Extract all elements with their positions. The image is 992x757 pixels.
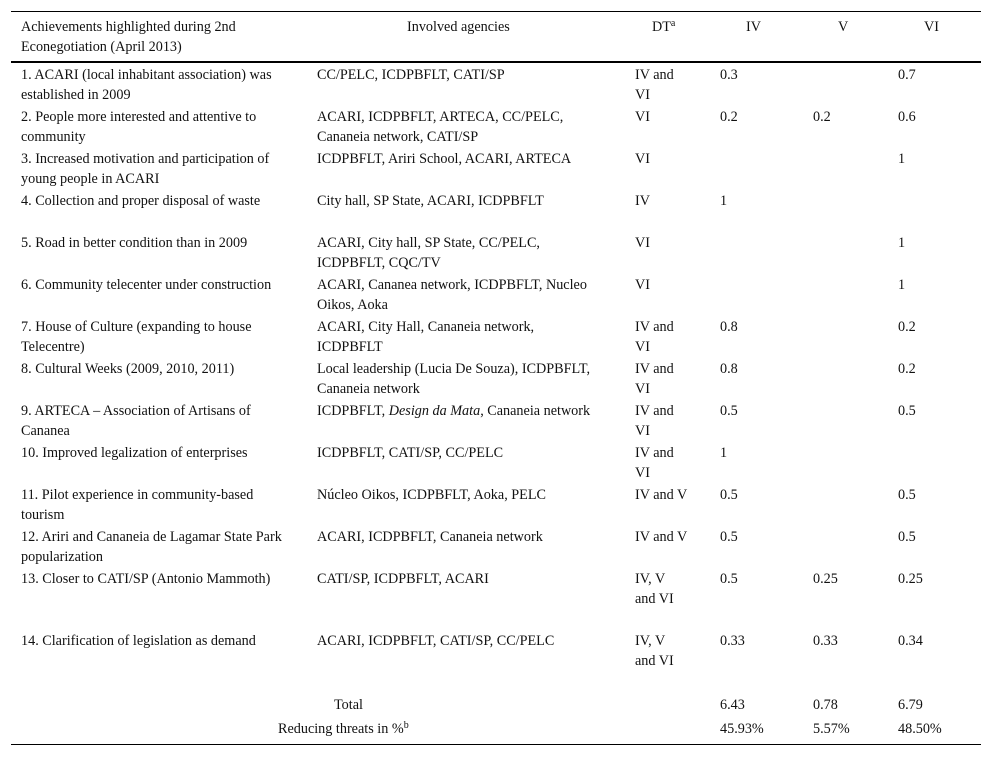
- row-dt: IV and VI: [635, 403, 674, 439]
- row-achievement: 12. Ariri and Cananeia de Lagamar State Park popularization: [21, 529, 282, 565]
- row-iv: 1: [720, 193, 728, 209]
- row-agencies: ACARI, ICDPBFLT, ARTECA, CC/PELC, Cananeia network, CATI/SP: [317, 109, 564, 145]
- row-achievement: 8. Cultural Weeks (2009, 2010, 2011): [21, 361, 235, 377]
- row-dt: IV and VI: [635, 445, 674, 481]
- total-iv: 6.43: [720, 697, 745, 713]
- header-dt: $DT^a$: [652, 18, 676, 35]
- row-vi: 0.34: [898, 633, 923, 649]
- row-agencies: ACARI, ICDPBFLT, CATI/SP, CC/PELC: [317, 633, 555, 649]
- row-dt: IV and V: [635, 487, 688, 503]
- row-agencies: City hall, SP State, ACARI, ICDPBFLT: [317, 193, 544, 209]
- reducing-label: Reducing threats in %$^b$: [278, 720, 409, 737]
- reducing-footnote: b: [403, 720, 409, 731]
- row-dt: IV and VI: [635, 361, 674, 397]
- row-achievement: 6. Community telecenter under construction: [21, 277, 272, 293]
- row-dt: VI: [635, 277, 650, 293]
- row-vi: 0.5: [898, 487, 916, 503]
- row-achievement: 14. Clarification of legislation as demand: [21, 633, 256, 649]
- row-achievement: 11. Pilot experience in community-based tourism: [21, 487, 254, 523]
- row-dt: VI: [635, 235, 650, 251]
- header-achievements: Achievements highlighted during 2nd Econegotiation (April 2013): [21, 19, 236, 55]
- row-agencies: ICDPBFLT, Design da Mata, Cananeia network: [317, 403, 591, 419]
- header-rule: [11, 61, 981, 63]
- row-vi: 0.7: [898, 67, 916, 83]
- row-agencies: ACARI, ICDPBFLT, Cananeia network: [317, 529, 543, 545]
- total-label: Total: [334, 697, 363, 713]
- row-agencies: ICDPBFLT, Ariri School, ACARI, ARTECA: [317, 151, 572, 167]
- row-iv: 0.3: [720, 67, 738, 83]
- row-iv: 0.33: [720, 633, 745, 649]
- row-achievement: 1. ACARI (local inhabitant association) was established in 2009: [21, 67, 272, 103]
- row-achievement: 4. Collection and proper disposal of waste: [21, 193, 261, 209]
- header-agencies: Involved agencies: [407, 19, 510, 35]
- row-achievement: 7. House of Culture (expanding to house Telecentre): [21, 319, 252, 355]
- row-vi: 0.5: [898, 403, 916, 419]
- reducing-vi: 48.50%: [898, 721, 942, 737]
- row-vi: 1: [898, 151, 906, 167]
- row-v: 0.2: [813, 109, 831, 125]
- row-dt: IV and VI: [635, 319, 674, 355]
- row-achievement: 10. Improved legalization of enterprises: [21, 445, 248, 461]
- row-vi: 0.2: [898, 361, 916, 377]
- reducing-iv: 45.93%: [720, 721, 764, 737]
- row-agencies: Local leadership (Lucia De Souza), ICDPBFLT, Cananeia network: [317, 361, 591, 397]
- row-vi: 0.2: [898, 319, 916, 335]
- row-achievement: 5. Road in better condition than in 2009: [21, 235, 248, 251]
- row-dt: IV: [635, 193, 650, 209]
- row-vi: 1: [898, 277, 906, 293]
- row-achievement: 3. Increased motivation and participation of young people in ACARI: [21, 151, 270, 187]
- row-dt: IV, V and VI: [635, 571, 674, 607]
- row-dt: VI: [635, 109, 650, 125]
- row-iv: 0.5: [720, 403, 738, 419]
- row-v: 0.25: [813, 571, 838, 587]
- row-achievement: 13. Closer to CATI/SP (Antonio Mammoth): [21, 571, 271, 587]
- row-iv: 1: [720, 445, 728, 461]
- reducing-v: 5.57%: [813, 721, 850, 737]
- row-agencies: Núcleo Oikos, ICDPBFLT, Aoka, PELC: [317, 487, 546, 503]
- row-iv: 0.5: [720, 571, 738, 587]
- header-vi: VI: [924, 19, 939, 35]
- total-vi: 6.79: [898, 697, 923, 713]
- italic-agency: Design da Mata: [388, 403, 481, 419]
- row-iv: 0.5: [720, 529, 738, 545]
- row-vi: 0.6: [898, 109, 916, 125]
- row-agencies: ICDPBFLT, CATI/SP, CC/PELC: [317, 445, 504, 461]
- row-achievement: 9. ARTECA – Association of Artisans of Cananea: [21, 403, 251, 439]
- header-dt-footnote: a: [670, 18, 676, 29]
- row-vi: 0.5: [898, 529, 916, 545]
- row-achievement: 2. People more interested and attentive to community: [21, 109, 257, 145]
- row-dt: VI: [635, 151, 650, 167]
- row-dt: IV and V: [635, 529, 688, 545]
- header-v: V: [838, 19, 849, 35]
- total-v: 0.78: [813, 697, 838, 713]
- row-dt: IV and VI: [635, 67, 674, 103]
- row-v: 0.33: [813, 633, 838, 649]
- row-agencies: CC/PELC, ICDPBFLT, CATI/SP: [317, 67, 505, 83]
- row-agencies: ACARI, Cananea network, ICDPBFLT, Nucleo Oikos, Aoka: [317, 277, 587, 313]
- row-dt: IV, V and VI: [635, 633, 674, 669]
- row-iv: 0.2: [720, 109, 738, 125]
- row-agencies: CATI/SP, ICDPBFLT, ACARI: [317, 571, 489, 587]
- row-iv: 0.5: [720, 487, 738, 503]
- row-agencies: ACARI, City Hall, Cananeia network, ICDPBFLT: [317, 319, 535, 355]
- top-rule: [11, 11, 981, 12]
- row-agencies: ACARI, City hall, SP State, CC/PELC, ICDPBFLT, CQC/TV: [317, 235, 540, 271]
- header-iv: IV: [746, 19, 761, 35]
- row-iv: 0.8: [720, 361, 738, 377]
- bottom-rule: [11, 744, 981, 745]
- row-iv: 0.8: [720, 319, 738, 335]
- row-vi: 1: [898, 235, 906, 251]
- row-vi: 0.25: [898, 571, 923, 587]
